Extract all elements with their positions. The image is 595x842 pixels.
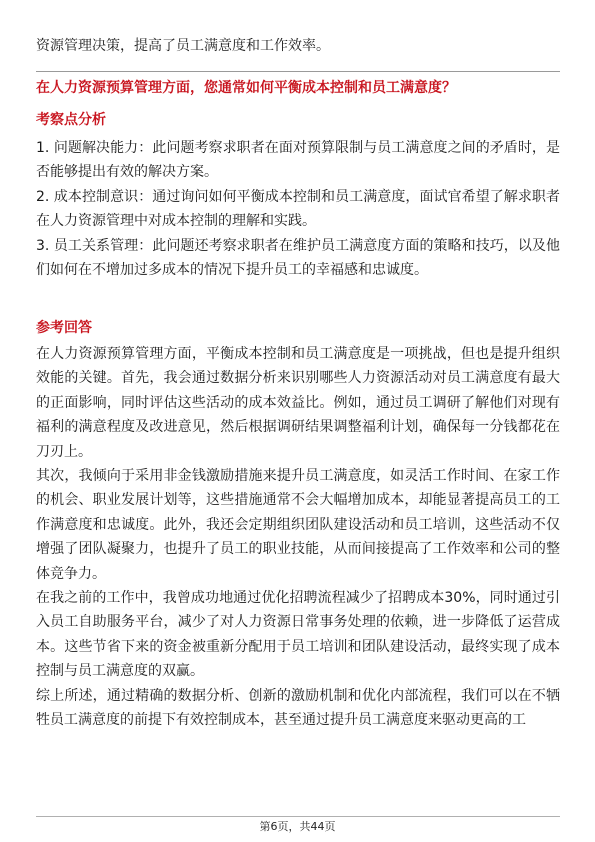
answer-body	[36, 342, 560, 733]
lead-text: 资源管理决策，提高了员工满意度和工作效率。	[36, 38, 330, 54]
page-number: 第6页，共44页	[259, 820, 336, 833]
analysis-list	[36, 136, 560, 282]
answer-paragraph: 在我之前的工作中，我曾成功地通过优化招聘流程减少了招聘成本30%，同时通过引入员工自助服务平台，减少了对人力资源日常事务处理的依赖，进一步降低了运营成本。这些节省下来的资金被重新分配用于员工培训和团队建设活动，最终实现了成本控制与员工满意度的双赢。	[36, 590, 560, 680]
answer-paragraph: 综上所述，通过精确的数据分析、创新的激励机制和优化内部流程，我们可以在不牺牲员工满意度的前提下有效控制成本，甚至通过提升员工满意度来驱动更高的工	[36, 687, 560, 729]
question-heading: 在人力资源预算管理方面，您通常如何平衡成本控制和员工满意度？	[36, 80, 456, 96]
analysis-item: 1. 问题解决能力：此问题考察求职者在面对预算限制与员工满意度之间的矛盾时，是否能够提出有效的解决方案。	[36, 140, 560, 181]
answer-title: 参考回答	[36, 320, 92, 336]
footer-divider	[36, 816, 560, 817]
answer-paragraph: 其次，我倾向于采用非金钱激励措施来提升员工满意度，如灵活工作时间、在家工作的机会、职业发展计划等，这些措施通常不会大幅增加成本，却能显著提高员工的工作满意度和忠诚度。此外，我还会定期组织团队建设活动和员工培训，这些活动不仅增强了团队凝聚力，也提升了员工的职业技能，从而间接提高了工作效率和公司的整体竞争力。	[36, 468, 560, 582]
answer-paragraph: 在人力资源预算管理方面，平衡成本控制和员工满意度是一项挑战，但也是提升组织效能的关键。首先，我会通过数据分析来识别哪些人力资源活动对员工满意度有最大的正面影响，同时评估这些活动的成本效益比。例如，通过员工调研了解他们对现有福利的满意程度及改进意见，然后根据调研结果调整福利计划，确保每一分钱都花在刀刃上。	[36, 346, 560, 460]
top-divider	[36, 71, 560, 72]
analysis-title: 考察点分析	[36, 112, 106, 128]
analysis-item: 2. 成本控制意识：通过询问如何平衡成本控制和员工满意度，面试官希望了解求职者在人力资源管理中对成本控制的理解和实践。	[36, 188, 560, 230]
analysis-item: 3. 员工关系管理：此问题还考察求职者在维护员工满意度方面的策略和技巧，以及他们如何在不增加过多成本的情况下提升员工的幸福感和忠诚度。	[36, 237, 560, 279]
